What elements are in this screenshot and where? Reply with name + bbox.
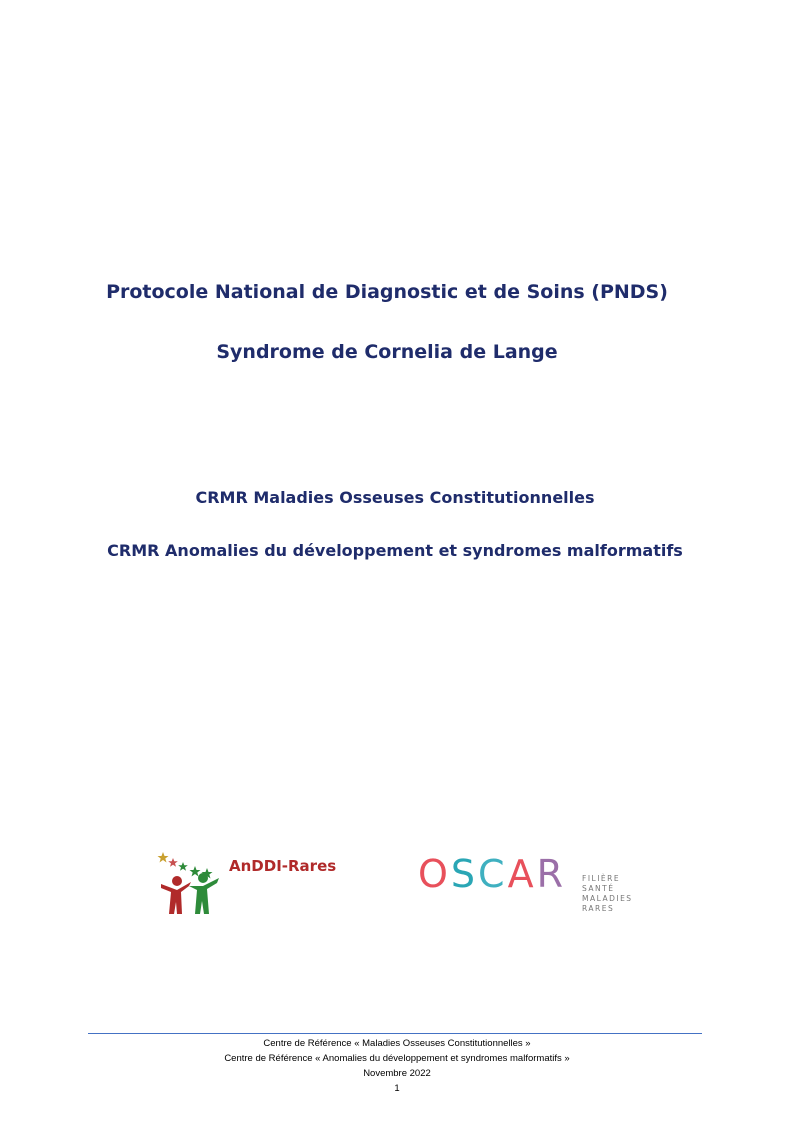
page-number: 1 bbox=[394, 1083, 400, 1094]
document-title: Protocole National de Diagnostic et de Soins (PNDS) bbox=[106, 281, 668, 303]
anddi-rares-logo bbox=[155, 848, 355, 920]
oscar-letter-o: O bbox=[418, 852, 451, 896]
document-subtitle: Syndrome de Cornelia de Lange bbox=[216, 341, 558, 363]
oscar-wordmark bbox=[418, 852, 566, 896]
page-footer bbox=[0, 1036, 794, 1096]
footer-divider bbox=[88, 1033, 702, 1034]
oscar-subtitle-line: SANTÉ bbox=[582, 884, 615, 893]
footer-line-2: Centre de Référence « Anomalies du développement et syndromes malformatifs » bbox=[224, 1053, 570, 1064]
footer-date: Novembre 2022 bbox=[363, 1068, 431, 1079]
oscar-letter-c: C bbox=[478, 852, 508, 896]
oscar-subtitle-line: FILIÈRE bbox=[582, 874, 621, 883]
oscar-letter-a: A bbox=[507, 852, 537, 896]
center-name-2: CRMR Anomalies du développement et syndromes malformatifs bbox=[107, 541, 683, 560]
oscar-letter-r: R bbox=[536, 852, 566, 896]
anddi-rares-wordmark: AnDDI-Rares bbox=[229, 857, 337, 875]
oscar-subtitle-line: RARES bbox=[582, 904, 615, 913]
oscar-letter-s: S bbox=[450, 852, 479, 896]
footer-line-1: Centre de Référence « Maladies Osseuses Constitutionnelles » bbox=[263, 1038, 531, 1049]
oscar-subtitle-line: MALADIES bbox=[582, 894, 633, 903]
anddi-figures-icon bbox=[155, 848, 227, 920]
oscar-subtitle bbox=[582, 874, 633, 914]
center-name-1: CRMR Maladies Osseuses Constitutionnelles bbox=[195, 488, 595, 507]
oscar-logo bbox=[418, 852, 658, 918]
